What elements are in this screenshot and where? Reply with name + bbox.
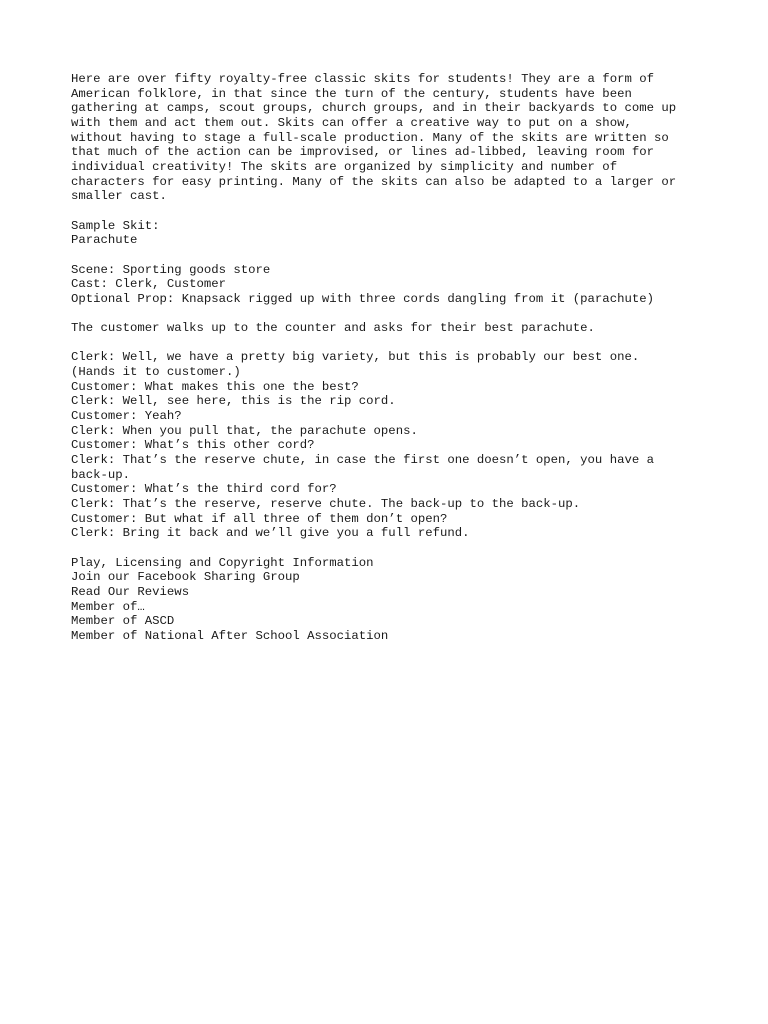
sample-skit-heading: Sample Skit: <box>71 218 160 233</box>
stage-direction <box>71 321 731 336</box>
dialogue-line: Customer: Yeah? <box>71 409 182 424</box>
intro-line: characters for easy printing. Many of the skits can also be adapted to a larger or <box>71 174 677 189</box>
intro-line: smaller cast. <box>71 189 167 204</box>
dialogue-line: Clerk: That’s the reserve chute, in case the first one doesn’t open, you have a <box>71 453 654 467</box>
intro-line: individual creativity! The skits are organized by simplicity and number of <box>71 159 618 174</box>
dialogue-line: (Hands it to customer.) <box>71 365 241 380</box>
dialogue-line: Clerk: That’s the reserve, reserve chute. The back-up to the back-up. <box>71 496 581 511</box>
licensing-link[interactable]: Play, Licensing and Copyright Information <box>71 555 374 570</box>
cast-line: Cast: Clerk, Customer <box>71 277 226 292</box>
scene-line: Scene: Sporting goods store <box>71 262 271 277</box>
sample-skit-header <box>71 219 731 248</box>
dialogue-line: Customer: What’s the third cord for? <box>71 482 337 497</box>
dialogue-line: Clerk: Well, we have a pretty big variety, but this is probably our best one. <box>71 350 640 365</box>
member-of-label: Member of… <box>71 599 145 614</box>
prop-line: Optional Prop: Knapsack rigged up with three cords dangling from it (parachute) <box>71 291 654 306</box>
intro-paragraph <box>71 72 731 204</box>
document-page <box>71 72 731 658</box>
intro-line: American folklore, in that since the turn of the century, students have been <box>71 86 632 101</box>
intro-line: with them and act them out. Skits can offer a creative way to put on a show, <box>71 115 632 130</box>
stage-direction-line: The customer walks up to the counter and asks for their best parachute. <box>71 321 595 336</box>
dialogue-line: Clerk: Well, see here, this is the rip cord. <box>71 394 396 409</box>
dialogue-line: Customer: But what if all three of them don’t open? <box>71 511 448 526</box>
footer-links <box>71 556 731 644</box>
dialogue-line: Customer: What’s this other cord? <box>71 438 315 453</box>
intro-line: Here are over fifty royalty-free classic skits for students! They are a form of <box>71 72 654 86</box>
dialogue-line: Customer: What makes this one the best? <box>71 379 359 394</box>
intro-line: that much of the action can be improvised, or lines ad-libbed, leaving room for <box>71 145 654 160</box>
facebook-group-link[interactable]: Join our Facebook Sharing Group <box>71 570 300 585</box>
ascd-member-link[interactable]: Member of ASCD <box>71 614 175 629</box>
naa-member-link[interactable]: Member of National After School Association <box>71 628 389 643</box>
intro-line: gathering at camps, scout groups, church groups, and in their backyards to come up <box>71 101 677 116</box>
reviews-link[interactable]: Read Our Reviews <box>71 584 190 599</box>
skit-dialogue <box>71 350 731 541</box>
skit-setup <box>71 263 731 307</box>
dialogue-line: Clerk: When you pull that, the parachute opens. <box>71 423 418 438</box>
dialogue-line: Clerk: Bring it back and we’ll give you a full refund. <box>71 526 470 541</box>
dialogue-line: back-up. <box>71 467 131 482</box>
skit-title: Parachute <box>71 233 138 248</box>
intro-line: without having to stage a full-scale production. Many of the skits are written so <box>71 130 669 145</box>
